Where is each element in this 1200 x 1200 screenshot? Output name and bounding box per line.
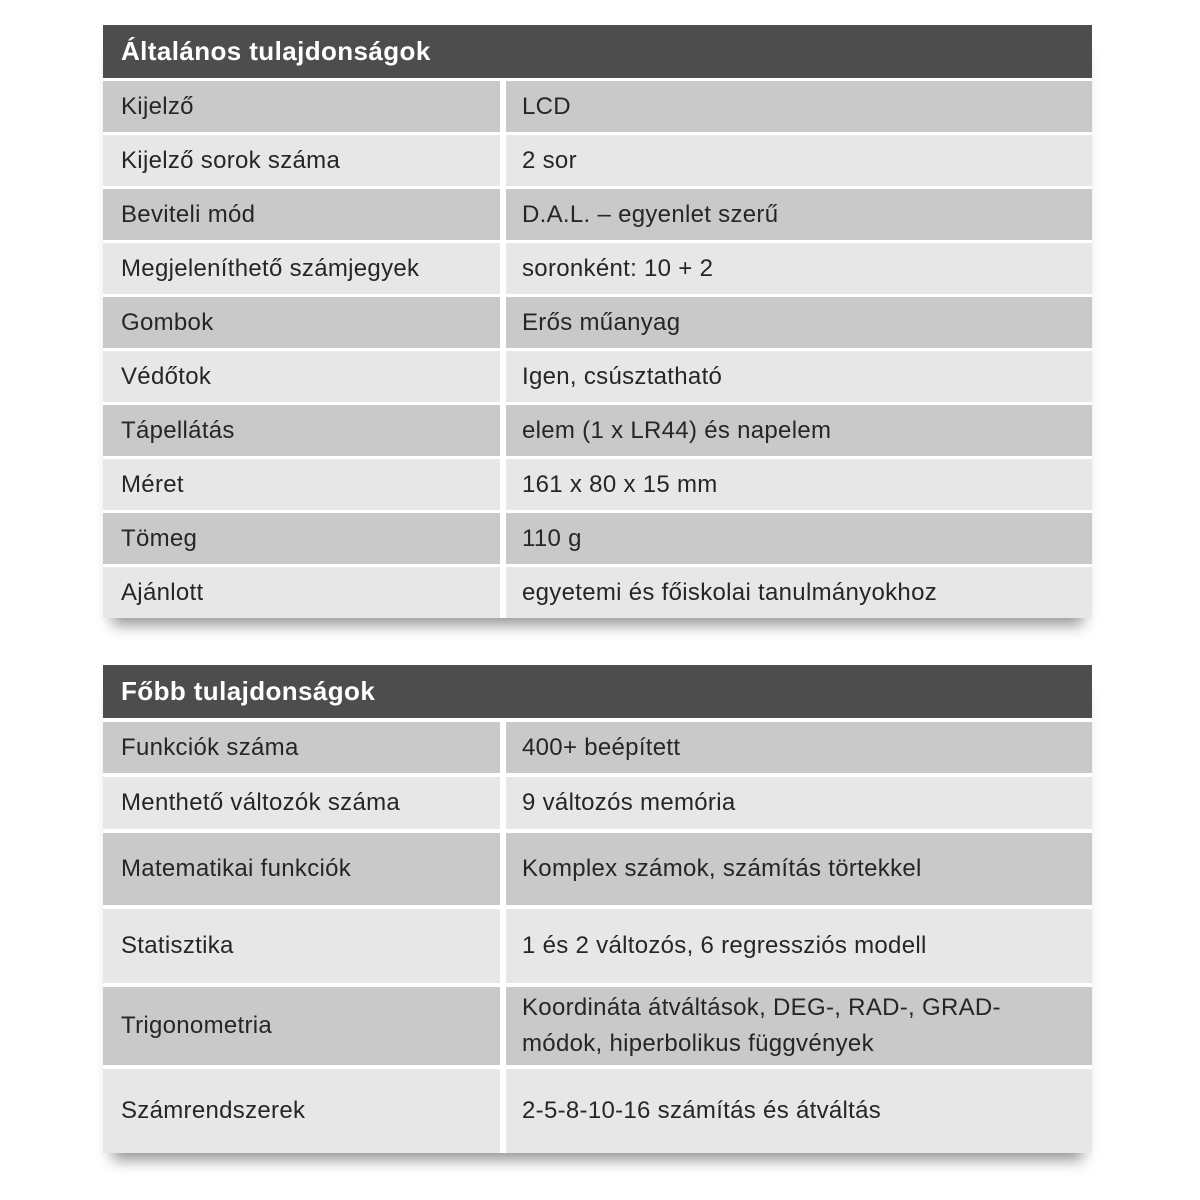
- spec-label: Funkciók száma: [103, 722, 500, 773]
- table-row: [103, 1069, 1092, 1153]
- spec-label: Megjeleníthető számjegyek: [103, 243, 500, 294]
- spec-value: Koordináta átváltások, DEG-, RAD-, GRAD-módok, hiperbolikus függvények: [506, 987, 1092, 1065]
- spec-value: Igen, csúsztatható: [506, 351, 1092, 402]
- spec-label: Tápellátás: [103, 405, 500, 456]
- table-row: [103, 513, 1092, 564]
- spec-label: Menthető változók száma: [103, 777, 500, 829]
- spec-label: Kijelző sorok száma: [103, 135, 500, 186]
- table-row: [103, 459, 1092, 510]
- spec-value: 1 és 2 változós, 6 regressziós modell: [506, 909, 1092, 983]
- spec-value: 110 g: [506, 513, 1092, 564]
- table-row: [103, 243, 1092, 294]
- table-row: [103, 351, 1092, 402]
- spec-label: Ajánlott: [103, 567, 500, 618]
- table-row: [103, 567, 1092, 618]
- spec-label: Kijelző: [103, 81, 500, 132]
- spec-value: LCD: [506, 81, 1092, 132]
- table-row: [103, 722, 1092, 773]
- spec-value: Komplex számok, számítás törtekkel: [506, 833, 1092, 905]
- main-properties-table: [103, 665, 1092, 1153]
- table-row: [103, 909, 1092, 983]
- spec-label: Matematikai funkciók: [103, 833, 500, 905]
- table-row: [103, 189, 1092, 240]
- spec-value: egyetemi és főiskolai tanulmányokhoz: [506, 567, 1092, 618]
- spec-value: 2 sor: [506, 135, 1092, 186]
- spec-label: Trigonometria: [103, 987, 500, 1065]
- table-row: [103, 405, 1092, 456]
- table-row: [103, 135, 1092, 186]
- spec-value: Erős műanyag: [506, 297, 1092, 348]
- spec-value: elem (1 x LR44) és napelem: [506, 405, 1092, 456]
- spec-value: soronként: 10 + 2: [506, 243, 1092, 294]
- spec-label: Tömeg: [103, 513, 500, 564]
- general-properties-table: [103, 25, 1092, 618]
- spec-value: 400+ beépített: [506, 722, 1092, 773]
- spec-label: Számrendszerek: [103, 1069, 500, 1153]
- table-row: [103, 297, 1092, 348]
- table-title: Főbb tulajdonságok: [103, 665, 1092, 718]
- table-title: Általános tulajdonságok: [103, 25, 1092, 78]
- spec-value: 9 változós memória: [506, 777, 1092, 829]
- table-row: [103, 81, 1092, 132]
- spec-label: Védőtok: [103, 351, 500, 402]
- spec-label: Statisztika: [103, 909, 500, 983]
- spec-value: 161 x 80 x 15 mm: [506, 459, 1092, 510]
- spec-label: Gombok: [103, 297, 500, 348]
- table-row: [103, 833, 1092, 905]
- spec-value: 2-5-8-10-16 számítás és átváltás: [506, 1069, 1092, 1153]
- spec-label: Méret: [103, 459, 500, 510]
- table-row: [103, 777, 1092, 829]
- table-row: [103, 987, 1092, 1065]
- spec-value: D.A.L. – egyenlet szerű: [506, 189, 1092, 240]
- spec-label: Beviteli mód: [103, 189, 500, 240]
